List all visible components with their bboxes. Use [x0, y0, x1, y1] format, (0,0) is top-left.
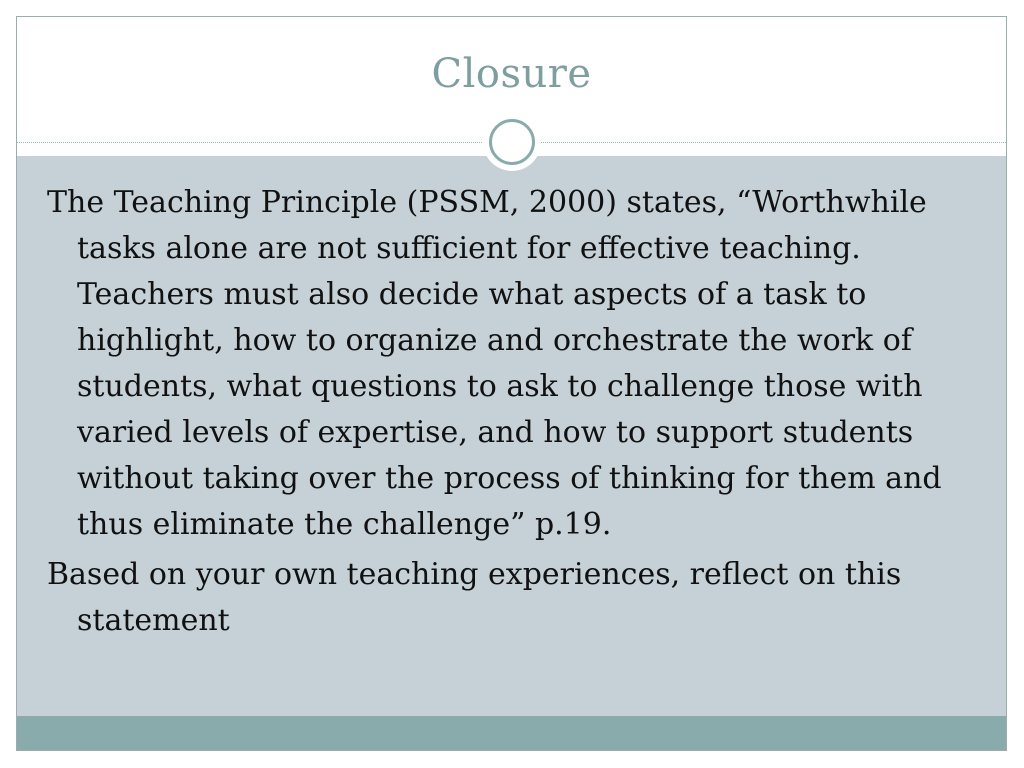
paragraph-reflection-prompt: Based on your own teaching experiences, reflect on this statement: [47, 557, 902, 638]
circle-ring-icon: [483, 113, 541, 171]
footer-bar: [17, 716, 1006, 750]
slide-title: Closure: [431, 51, 592, 97]
body-text: [47, 180, 982, 648]
ornament-ring: [489, 119, 535, 165]
slide: [17, 17, 1006, 750]
paragraph-teaching-principle: The Teaching Principle (PSSM, 2000) states, “Worthwhile tasks alone are not sufficient for effective teaching. Teachers must also decide what aspects of a task to highlight, how to organize and orchestrate the work of students, what questions to ask to challenge those with varied levels of expertise, and how to support students without taking over the process of thinking for them and thus eliminate the challenge” p.19.: [47, 185, 942, 542]
